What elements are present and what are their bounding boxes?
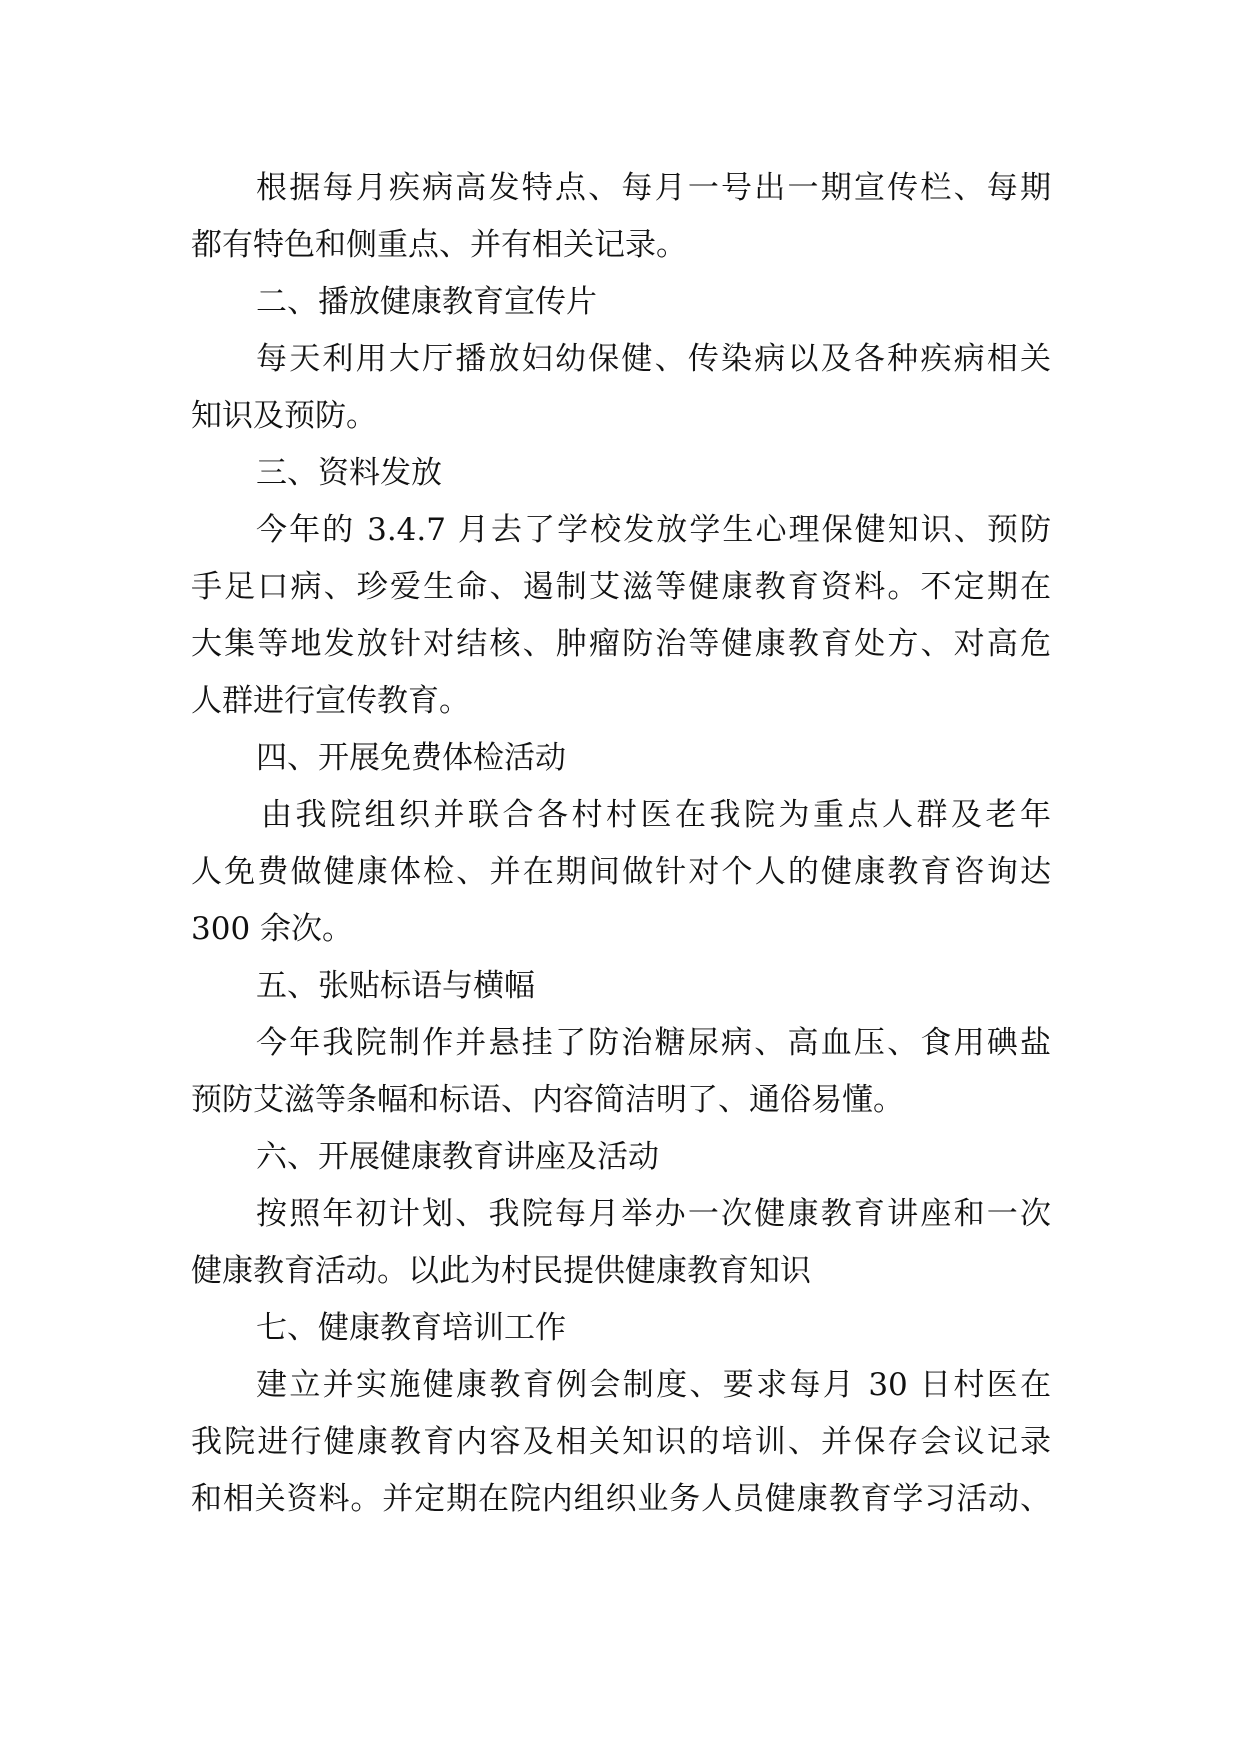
paragraph-line: 都有特色和侧重点、并有相关记录。 [191,227,687,263]
paragraph-line: 我院进行健康教育内容及相关知识的培训、并保存会议记录 [191,1424,1051,1460]
section-heading: 七、健康教育培训工作 [256,1310,566,1346]
paragraph-line: 人免费做健康体检、并在期间做针对个人的健康教育咨询达 [191,854,1051,890]
paragraph-line: 每天利用大厅播放妇幼保健、传染病以及各种疾病相关 [256,341,1051,377]
paragraph-line: 健康教育活动。以此为村民提供健康教育知识 [191,1253,811,1289]
paragraph-line: 按照年初计划、我院每月举办一次健康教育讲座和一次 [256,1196,1051,1232]
paragraph-line: 今年我院制作并悬挂了防治糖尿病、高血压、食用碘盐 [256,1025,1051,1061]
section-heading: 六、开展健康教育讲座及活动 [256,1139,659,1175]
paragraph-line: 根据每月疾病高发特点、每月一号出一期宣传栏、每期 [256,170,1051,206]
paragraph-line: 预防艾滋等条幅和标语、内容简洁明了、通俗易懂。 [191,1082,904,1118]
section-heading: 五、张贴标语与横幅 [256,968,535,1004]
paragraph-line: 人群进行宣传教育。 [191,683,470,719]
paragraph-line: 由我院组织并联合各村村医在我院为重点人群及老年 [261,797,1051,833]
section-heading: 二、播放健康教育宣传片 [256,284,597,320]
section-heading: 四、开展免费体检活动 [256,740,566,776]
paragraph-line: 今年的 3.4.7 月去了学校发放学生心理保健知识、预防 [256,512,1051,548]
paragraph-line: 建立并实施健康教育例会制度、要求每月 30 日村医在 [256,1367,1051,1403]
paragraph-line: 手足口病、珍爱生命、遏制艾滋等健康教育资料。不定期在 [191,569,1051,605]
paragraph-line: 和相关资料。并定期在院内组织业务人员健康教育学习活动、 [191,1481,1051,1517]
paragraph-line: 知识及预防。 [191,398,377,434]
paragraph-line: 300 余次。 [191,911,354,947]
paragraph-line: 大集等地发放针对结核、肿瘤防治等健康教育处方、对高危 [191,626,1051,662]
section-heading: 三、资料发放 [256,455,442,491]
